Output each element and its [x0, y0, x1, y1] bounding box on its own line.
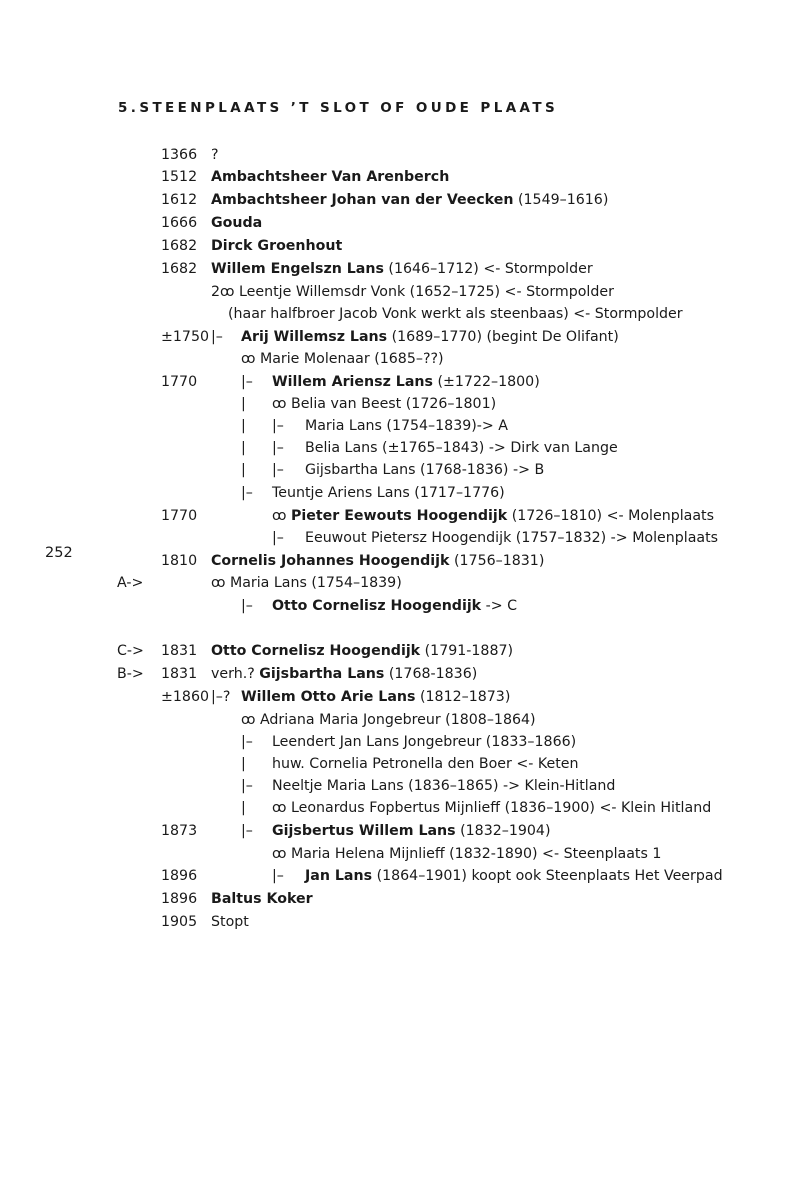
entry-name: Willem Ariensz Lans [272, 374, 433, 390]
entry-name: Arij Willemsz Lans [241, 329, 388, 345]
entry-name: Baltus Koker [211, 891, 313, 907]
genealogy-line [0, 595, 800, 617]
entry-detail: (1832–1904) [455, 823, 551, 839]
entry-name: Cornelis Johannes Hoogendijk [211, 553, 450, 569]
entry-detail: -> C [481, 598, 518, 614]
entry-detail: (1768-1836) [384, 666, 478, 682]
tree-bar: | [241, 800, 246, 816]
entry-text: ꝏ Adriana Maria Jongebreur (1808–1864) [241, 712, 536, 728]
page-number: 252 [45, 545, 73, 561]
entry-text: ꝏ Leonardus Fopbertus Mijnlieff (1836–1900) <- Klein Hitland [272, 800, 712, 816]
genealogy-line [0, 166, 800, 188]
entry-name: Gijsbertus Willem Lans [272, 823, 456, 839]
branch-marker: |– [272, 440, 284, 456]
entry-text: Belia Lans (±1765–1843) -> Dirk van Lange [305, 440, 618, 456]
genealogy-line [0, 144, 800, 166]
entry-text: (haar halfbroer Jacob Vonk werkt als steenbaas) <- Stormpolder [228, 306, 683, 322]
genealogy-line [0, 775, 800, 797]
year: 1905 [161, 914, 198, 930]
year: 1873 [161, 823, 198, 839]
genealogy-line [0, 326, 800, 348]
genealogy-line [0, 235, 800, 257]
year: 1682 [161, 261, 198, 277]
entry-text: ꝏ Maria Helena Mijnlieff (1832-1890) <- Steenplaats 1 [272, 846, 662, 862]
entry-detail: (1646–1712) <- Stormpolder [383, 261, 593, 277]
genealogy-line [0, 865, 800, 887]
entry-detail: (1791-1887) [420, 643, 514, 659]
entry-text: Stopt [211, 914, 249, 930]
entry-detail: (1812–1873) [415, 689, 511, 705]
branch-marker: |– [241, 823, 253, 839]
entry-text: Gijsbartha Lans (1768-1836) -> B [305, 462, 545, 478]
branch-marker: |– [241, 778, 253, 794]
year: 1770 [161, 508, 198, 524]
entry-name: Willem Otto Arie Lans [241, 689, 416, 705]
genealogy-line [0, 415, 800, 437]
genealogy-line [0, 797, 800, 819]
year: 1810 [161, 553, 198, 569]
entry-detail: (1549–1616) [513, 192, 609, 208]
genealogy-line [0, 212, 800, 234]
year: 1682 [161, 238, 198, 254]
entry-text: Eeuwout Pietersz Hoogendijk (1757–1832) -> Molenplaats [305, 530, 719, 546]
tree-bar: | [241, 418, 246, 434]
entry-prefix: verh.? [211, 666, 260, 682]
cross-reference: B-> [117, 666, 144, 682]
entry-name: Ambachtsheer Van Arenberch [211, 169, 450, 185]
genealogy-line [0, 888, 800, 910]
section-heading: 5.STEENPLAATS ’T SLOT OF OUDE PLAATS [118, 100, 559, 116]
entry-name: Otto Cornelisz Hoogendijk [211, 643, 421, 659]
branch-marker: |– [241, 374, 253, 390]
genealogy-line [0, 820, 800, 842]
genealogy-line [0, 348, 800, 370]
genealogy-line [0, 843, 800, 865]
entry-name: Jan Lans [305, 868, 373, 884]
entry-text: 2ꝏ Leentje Willemsdr Vonk (1652–1725) <- Stormpolder [211, 284, 614, 300]
year: 1831 [161, 643, 198, 659]
branch-marker: |– [272, 530, 284, 546]
branch-marker: |–? [211, 689, 231, 705]
year: 1512 [161, 169, 198, 185]
entry-text: Teuntje Ariens Lans (1717–1776) [272, 485, 505, 501]
genealogy-line [0, 640, 800, 662]
entry-text: Maria Lans (1754–1839)-> A [305, 418, 509, 434]
entry-text: huw. Cornelia Petronella den Boer <- Keten [272, 756, 579, 772]
genealogy-line [0, 371, 800, 393]
genealogy-line [0, 258, 800, 280]
entry-text: ꝏ Belia van Beest (1726–1801) [272, 396, 497, 412]
branch-marker: |– [241, 485, 253, 501]
entry-text: ? [211, 147, 219, 163]
year: 1896 [161, 868, 198, 884]
entry-name: Pieter Eewouts Hoogendijk [290, 508, 508, 524]
branch-marker: |– [241, 598, 253, 614]
genealogy-line [0, 572, 800, 594]
tree-bar: | [241, 756, 246, 772]
cross-reference: C-> [117, 643, 144, 659]
genealogy-line [0, 281, 800, 303]
tree-bar: | [241, 440, 246, 456]
year: ±1750 [161, 329, 209, 345]
entry-text: ꝏ Maria Lans (1754–1839) [211, 575, 402, 591]
branch-marker: |– [272, 868, 284, 884]
branch-marker: |– [272, 462, 284, 478]
entry-text: Neeltje Maria Lans (1836–1865) -> Klein-Hitland [272, 778, 616, 794]
branch-marker: |– [272, 418, 284, 434]
marriage-symbol: ꝏ [272, 508, 291, 524]
genealogy-line [0, 482, 800, 504]
entry-name: Gijsbartha Lans [259, 666, 385, 682]
branch-marker: |– [241, 734, 253, 750]
year: 1770 [161, 374, 198, 390]
entry-text: ꝏ Marie Molenaar (1685–??) [241, 351, 444, 367]
genealogy-line [0, 393, 800, 415]
genealogy-line [0, 189, 800, 211]
cross-reference: A-> [117, 575, 144, 591]
year: ±1860 [161, 689, 209, 705]
genealogy-line [0, 709, 800, 731]
genealogy-line [0, 437, 800, 459]
genealogy-line [0, 686, 800, 708]
genealogy-line [0, 753, 800, 775]
genealogy-line [0, 911, 800, 933]
entry-name: Gouda [211, 215, 263, 231]
entry-detail: (1864–1901) koopt ook Steenplaats Het Veerpad [372, 868, 723, 884]
genealogy-line [0, 731, 800, 753]
year: 1366 [161, 147, 198, 163]
entry-name: Ambachtsheer Johan van der Veecken [211, 192, 514, 208]
entry-text: Leendert Jan Lans Jongebreur (1833–1866) [272, 734, 577, 750]
tree-bar: | [241, 462, 246, 478]
branch-marker: |– [211, 329, 223, 345]
year: 1831 [161, 666, 198, 682]
year: 1896 [161, 891, 198, 907]
entry-name: Otto Cornelisz Hoogendijk [272, 598, 482, 614]
genealogy-line [0, 505, 800, 527]
genealogy-line [0, 527, 800, 549]
entry-name: Dirck Groenhout [211, 238, 343, 254]
entry-name: Willem Engelszn Lans [211, 261, 384, 277]
entry-detail: (1756–1831) [449, 553, 545, 569]
year: 1612 [161, 192, 198, 208]
genealogy-line [0, 459, 800, 481]
genealogy-line [0, 663, 800, 685]
entry-detail: (1689–1770) (begint De Olifant) [387, 329, 619, 345]
year: 1666 [161, 215, 198, 231]
genealogy-line [0, 550, 800, 572]
entry-detail: (1726–1810) <- Molenplaats [507, 508, 714, 524]
tree-bar: | [241, 396, 246, 412]
genealogy-line [0, 303, 800, 325]
entry-detail: (±1722–1800) [432, 374, 540, 390]
